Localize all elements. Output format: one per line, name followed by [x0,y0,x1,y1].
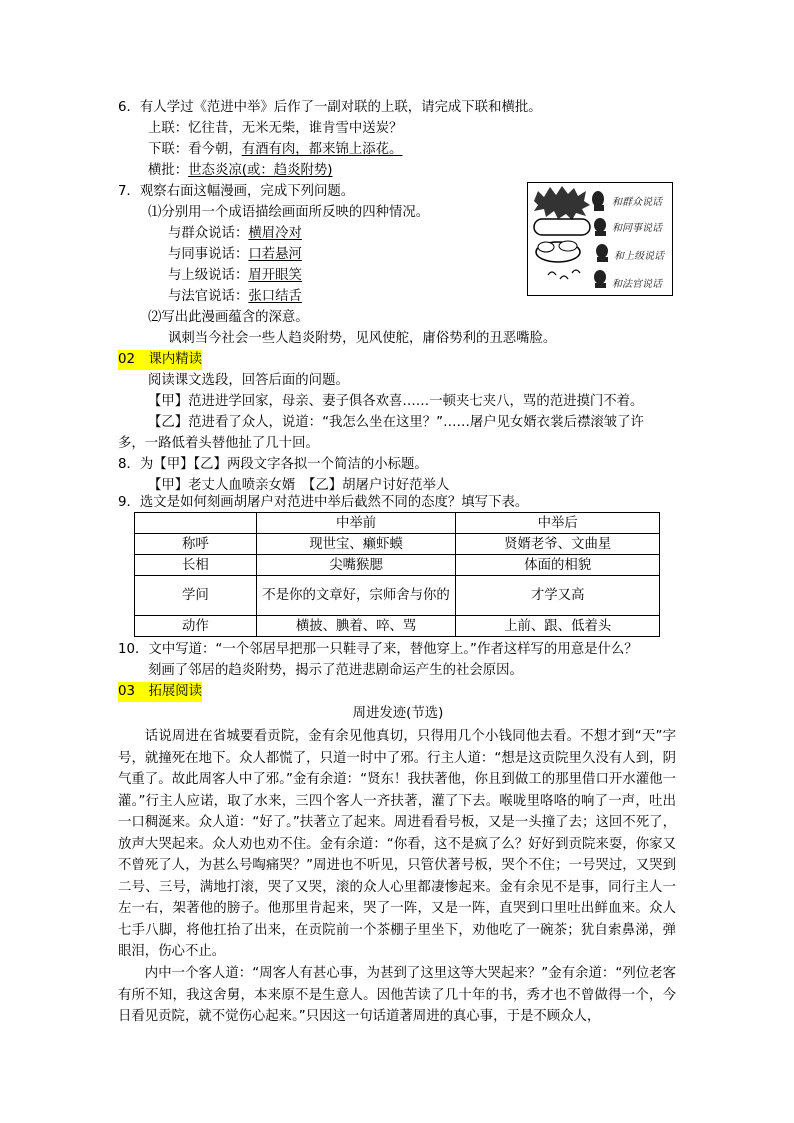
table-header-row [135,513,660,534]
q7-item-answer: 眉开眼笑 [248,268,302,283]
table-cell: 学问 [135,576,257,616]
q7-item-label: 与上级说话： [168,268,249,283]
section-title: 拓展阅读 [148,684,202,699]
table-cell: 上前、跟、低着头 [456,616,660,637]
table-cell: 称呼 [135,534,257,555]
table-cell: 横披、腆着、啐、骂 [256,616,456,637]
q7-item-colleague [168,245,302,265]
cartoon-caption: 和群众说话 [612,197,662,208]
table-row [135,534,660,555]
reading-intro: 阅读课文选段，回答后面的问题。 [148,373,349,388]
table-cell: 动作 [135,616,257,637]
article-paragraph-2: 内中一个客人道：“周客人有甚心事，为甚到了这里这等大哭起来？”金有余道：“列位老客有所不知，我这舍舅，本来原不是生意人。因他苦读了几十年的书，秀才也不曾做得一个，今日看见贡院，就不觉伤心起来。”只因这一句话道著周进的真心事，于是不顾众人， [118,966,676,1024]
table-cell: 体面的相貌 [456,555,660,576]
table-header-cell [135,513,257,534]
q10-answer: 刻画了邻居的趋炎附势，揭示了范进悲剧命运产生的社会原因。 [148,663,523,678]
angry-burst-icon [534,186,590,220]
q7-sub2: ⑵写出此漫画蕴含的深意。 [148,310,309,325]
q6-banner-answer: 世态炎凉(或：趋炎附势) [188,163,333,178]
q8-answer: 【甲】老丈人血喷亲女婿 【乙】胡屠户讨好范举人 [148,478,450,493]
q8-prompt: 8．为【甲】【乙】两段文字各拟一个简洁的小标题。 [118,457,428,472]
faces-column-icon [592,191,608,288]
table-cell: 尖嘴猴腮 [256,555,456,576]
q7-item-answer: 口若悬河 [248,247,302,262]
section-number: 03 [118,684,136,699]
table-cell: 不是你的文章好，宗师舍与你的 [256,576,456,616]
long-bubble-icon [534,219,590,235]
q7-item-label: 与同事说话： [168,247,249,262]
article-title: 周进发迹(节选) [352,706,444,721]
table-header-cell: 中举后 [456,513,660,534]
passage-text: 范进进学回家，母亲、妻子俱各欢喜……一顿夹七夹八，骂的范进摸门不着。 [188,394,644,409]
q7-item-answer: 横眉冷对 [248,226,302,241]
table-cell: 才学又高 [456,576,660,616]
q7-item-superior [168,266,302,286]
q6-upper-couplet: 上联：忆往昔，无米无柴，谁肯雪中送炭？ [148,121,403,136]
cartoon-caption: 和法官说话 [612,279,662,290]
table-cell: 现世宝、癞虾蟆 [256,534,456,555]
cloud-puff-icon [538,242,554,252]
q7-item-label: 与法官说话： [168,289,249,304]
passage-yi-line1 [148,413,644,433]
article-paragraph-1: 话说周进在省城要看贡院，金有余见他真切，只得用几个小钱同他去看。不想才到“天”字号，就撞死在地下。众人都慌了，只道一时中了邪。行主人道：“想是这贡院里久没有人到，阴气重了。故此周客人中了邪。”金有余道：“贤东！我扶著他，你且到做工的那里借口开水灌他一灌。”行主人应诺，取了水来，三四个客人一齐扶著，灌了下去。喉咙里咯咯的响了一声，吐出一口稠涎来。众人道：“好了。”扶著立了起来。周进看看号板，又是一头撞了去；这回不死了，放声大哭起来。众人劝也劝不住。金有余道：“你看，这不是疯了么？好好到贡院来耍，你家又不曾死了人，为甚么号啕痛哭？”周进也不听见，只管伏著号板，哭个不住；一号哭过，又哭到二号、三号，满地打滚，哭了又哭，滚的众人心里都凄惨起来。金有余见不是事，同行主人一左一右，架著他的膀子。他那里肯起来，哭了一阵，又是一阵，直哭到口里吐出鲜血来。众人七手八脚，将他扛抬了出来，在贡院前一个茶棚子里坐下，劝他吃了一碗茶；犹自索鼻涕，弹眼泪，伤心不止。 [118,729,676,959]
q9-prompt: 9．选文是如何刻画胡屠户对范进中举后截然不同的态度？填写下表。 [118,495,529,510]
table-header-cell: 中举前 [256,513,456,534]
q7-sub1: ⑴分别用一个成语描绘画面所反映的四种情况。 [148,205,430,220]
cartoon-caption: 和上级说话 [614,251,664,262]
q7-item-judge [168,287,302,307]
attitude-table [134,512,660,637]
q7-item-label: 与群众说话： [168,226,249,241]
passage-tag: 【甲】 [148,394,189,409]
section-number: 02 [118,352,136,367]
table-cell: 长相 [135,555,257,576]
table-row [135,555,660,576]
cloud-puff-icon [559,241,577,251]
q6-lower-label: 下联：看今朝， [148,142,242,157]
q7-item-answer: 张口结舌 [248,289,302,304]
table-row [135,576,660,616]
cartoon-image [527,182,673,296]
q6-prompt: 6．有人学过《范进中举》后作了一副对联的上联，请完成下联和横批。 [118,100,542,115]
q6-lower-answer: 有酒有肉，都来锦上添花。 [241,142,403,157]
q6-banner [148,161,333,181]
q6-lower-couplet [148,140,402,160]
passage-yi-line2: 多，一路低着头替他扯了几十回。 [118,436,319,451]
section-heading-02 [118,350,202,370]
table-row [135,616,660,637]
cartoon-caption: 和同事说话 [612,223,662,234]
q10-prompt: 10．文中写道：“一个邻居早把那一只鞋寻了来，替他穿上。”作者这样写的用意是什么？ [118,642,638,657]
q7-answer2: 讽刺当今社会一些人趋炎附势，见风使舵，庸俗势利的丑恶嘴脸。 [168,331,557,346]
table-cell: 贤婿老爷、文曲星 [456,534,660,555]
q7-prompt: 7．观察右面这幅漫画，完成下列问题。 [118,184,355,199]
passage-text: 范进看了众人，说道：“我怎么坐在这里？”……屠户见女婿衣裳后襟滚皱了许 [188,415,644,430]
section-heading-03 [118,682,202,702]
passage-tag: 【乙】 [148,415,189,430]
stutter-marks-icon [548,270,580,279]
q6-banner-label: 横批： [148,163,189,178]
passage-jia [148,392,643,412]
q7-item-crowd [168,224,302,244]
section-title: 课内精读 [148,352,202,367]
